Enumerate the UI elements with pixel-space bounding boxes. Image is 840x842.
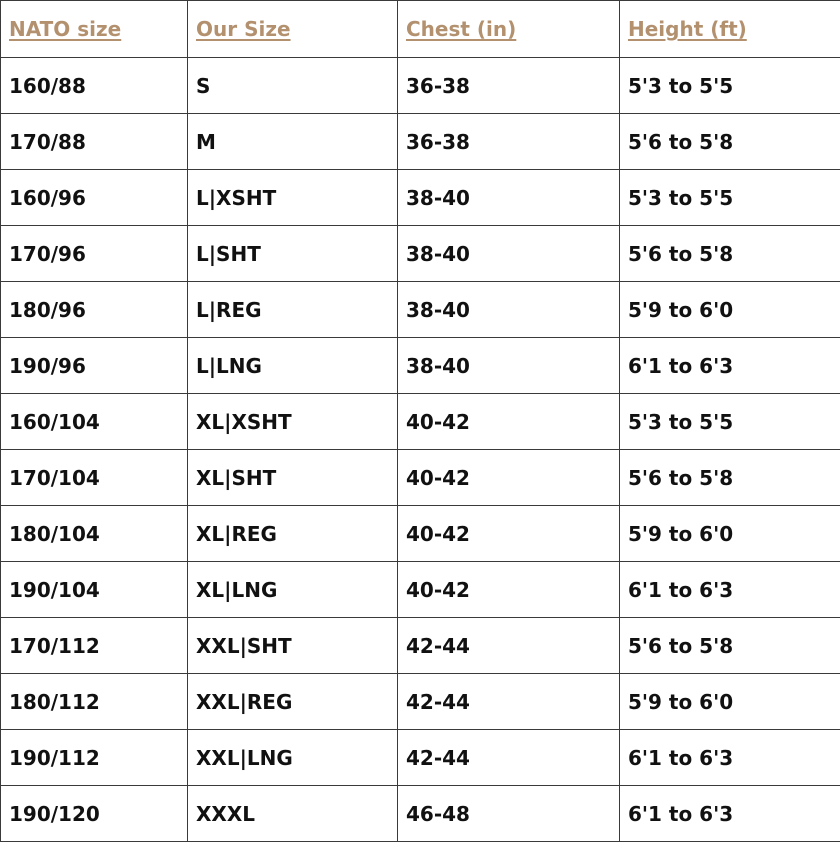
cell-nato-size: 190/112	[1, 730, 188, 786]
cell-our-size: L|LNG	[188, 338, 398, 394]
cell-chest: 38-40	[398, 282, 620, 338]
cell-height: 6'1 to 6'3	[620, 786, 840, 842]
cell-chest: 40-42	[398, 562, 620, 618]
header-our-size: Our Size	[188, 1, 398, 58]
cell-chest: 36-38	[398, 58, 620, 114]
table-row	[1, 562, 840, 618]
cell-nato-size: 190/104	[1, 562, 188, 618]
cell-our-size: XL|XSHT	[188, 394, 398, 450]
cell-our-size: XXL|SHT	[188, 618, 398, 674]
cell-nato-size: 180/104	[1, 506, 188, 562]
cell-height: 5'9 to 6'0	[620, 282, 840, 338]
cell-chest: 38-40	[398, 226, 620, 282]
cell-height: 5'6 to 5'8	[620, 450, 840, 506]
header-height: Height (ft)	[620, 1, 840, 58]
cell-height: 5'6 to 5'8	[620, 226, 840, 282]
cell-nato-size: 170/96	[1, 226, 188, 282]
cell-our-size: L|REG	[188, 282, 398, 338]
table-row	[1, 58, 840, 114]
cell-our-size: XL|LNG	[188, 562, 398, 618]
table-row	[1, 450, 840, 506]
header-nato-size: NATO size	[1, 1, 188, 58]
table-row	[1, 618, 840, 674]
cell-our-size: XL|REG	[188, 506, 398, 562]
cell-chest: 46-48	[398, 786, 620, 842]
table-row	[1, 170, 840, 226]
cell-chest: 38-40	[398, 338, 620, 394]
cell-height: 5'6 to 5'8	[620, 618, 840, 674]
cell-nato-size: 180/112	[1, 674, 188, 730]
table-row	[1, 338, 840, 394]
cell-nato-size: 190/96	[1, 338, 188, 394]
cell-our-size: XXXL	[188, 786, 398, 842]
cell-height: 6'1 to 6'3	[620, 338, 840, 394]
cell-height: 5'3 to 5'5	[620, 58, 840, 114]
cell-chest: 38-40	[398, 170, 620, 226]
cell-nato-size: 180/96	[1, 282, 188, 338]
cell-chest: 40-42	[398, 450, 620, 506]
cell-height: 6'1 to 6'3	[620, 562, 840, 618]
table-row	[1, 506, 840, 562]
cell-our-size: XXL|REG	[188, 674, 398, 730]
header-row	[1, 1, 840, 58]
table-header	[1, 1, 840, 58]
cell-our-size: XL|SHT	[188, 450, 398, 506]
cell-chest: 42-44	[398, 618, 620, 674]
cell-height: 5'9 to 6'0	[620, 506, 840, 562]
table-row	[1, 114, 840, 170]
table-body	[1, 58, 840, 842]
cell-chest: 42-44	[398, 730, 620, 786]
cell-nato-size: 160/88	[1, 58, 188, 114]
cell-chest: 40-42	[398, 394, 620, 450]
cell-height: 5'3 to 5'5	[620, 170, 840, 226]
header-chest: Chest (in)	[398, 1, 620, 58]
cell-nato-size: 190/120	[1, 786, 188, 842]
table-row	[1, 674, 840, 730]
cell-height: 6'1 to 6'3	[620, 730, 840, 786]
cell-nato-size: 170/104	[1, 450, 188, 506]
cell-nato-size: 170/112	[1, 618, 188, 674]
table-row	[1, 282, 840, 338]
table-row	[1, 226, 840, 282]
cell-height: 5'9 to 6'0	[620, 674, 840, 730]
cell-chest: 36-38	[398, 114, 620, 170]
cell-chest: 42-44	[398, 674, 620, 730]
cell-nato-size: 170/88	[1, 114, 188, 170]
cell-our-size: XXL|LNG	[188, 730, 398, 786]
cell-nato-size: 160/104	[1, 394, 188, 450]
cell-nato-size: 160/96	[1, 170, 188, 226]
cell-our-size: L|SHT	[188, 226, 398, 282]
cell-our-size: L|XSHT	[188, 170, 398, 226]
table-row	[1, 730, 840, 786]
table-row	[1, 394, 840, 450]
cell-height: 5'3 to 5'5	[620, 394, 840, 450]
cell-height: 5'6 to 5'8	[620, 114, 840, 170]
cell-our-size: M	[188, 114, 398, 170]
cell-our-size: S	[188, 58, 398, 114]
cell-chest: 40-42	[398, 506, 620, 562]
table-row	[1, 786, 840, 842]
